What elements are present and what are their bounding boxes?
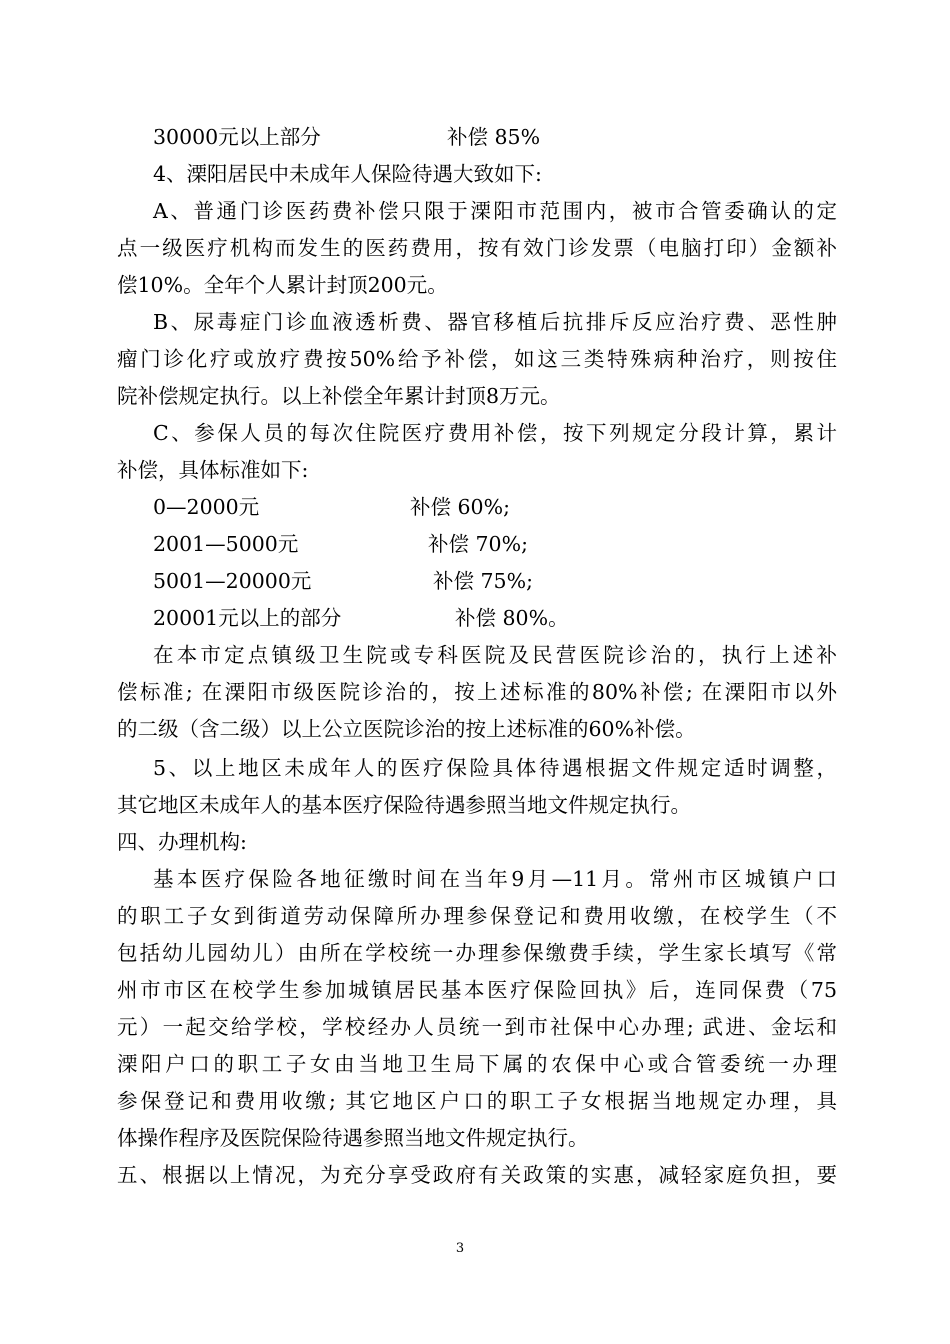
section4-line-7: 参保登记和费用收缴; 其它地区户口的职工子女根据当地规定办理，具 bbox=[117, 1089, 837, 1113]
section4-line-6: 溧阳户口的职工子女由当地卫生局下属的农保中心或合管委统一办理 bbox=[117, 1052, 837, 1076]
itemC-note-line-2: 偿标准; 在溧阳市级医院诊治的，按上述标准的80%补偿; 在溧阳市以外 bbox=[117, 680, 837, 704]
itemC-note-line-3: 的二级（含二级）以上公立医院诊治的按上述标准的60%补偿。 bbox=[117, 717, 696, 741]
tier-rate: 补偿 85% bbox=[447, 125, 541, 149]
tier-label: 30000元以上部分 bbox=[153, 125, 321, 149]
section4-heading: 四、办理机构: bbox=[117, 830, 247, 854]
tier-rate: 补偿 80%。 bbox=[455, 606, 569, 630]
section4-line-3: 包括幼儿园幼儿）由所在学校统一办理参保缴费手续，学生家长填写《常 bbox=[117, 941, 837, 965]
itemB-line-2: 瘤门诊化疗或放疗费按50%给予补偿，如这三类特殊病种治疗，则按住 bbox=[117, 347, 837, 371]
itemA-line-3: 偿10%。全年个人累计封顶200元。 bbox=[117, 273, 448, 297]
section4-line-5: 元）一起交给学校，学校经办人员统一到市社保中心办理; 武进、金坛和 bbox=[117, 1015, 837, 1039]
tier-label: 0—2000元 bbox=[153, 495, 260, 519]
section5-line-1: 五、根据以上情况，为充分享受政府有关政策的实惠，减轻家庭负担，要 bbox=[117, 1163, 837, 1187]
section4-line-1: 基本医疗保险各地征缴时间在当年9月—11月。常州市区城镇户口 bbox=[153, 867, 837, 891]
tier-rate: 补偿 75%; bbox=[433, 569, 533, 593]
itemC-line-1: C、参保人员的每次住院医疗费用补偿，按下列规定分段计算，累计 bbox=[153, 421, 837, 445]
itemB-line-1: B、尿毒症门诊血液透析费、器官移植后抗排斥反应治疗费、恶性肿 bbox=[153, 310, 837, 334]
itemC-line-2: 补偿，具体标准如下: bbox=[117, 458, 309, 482]
page-number: 3 bbox=[455, 1241, 465, 1256]
tier-label: 5001—20000元 bbox=[153, 569, 312, 593]
section4-line-8: 体操作程序及医院保险待遇参照当地文件规定执行。 bbox=[117, 1126, 589, 1150]
itemA-line-1: A、普通门诊医药费补偿只限于溧阳市范围内，被市合管委确认的定 bbox=[153, 199, 837, 223]
tier-rate: 补偿 60%; bbox=[410, 495, 510, 519]
item5-line-2: 其它地区未成年人的基本医疗保险待遇参照当地文件规定执行。 bbox=[117, 793, 691, 817]
tier-label: 20001元以上的部分 bbox=[153, 606, 342, 630]
itemB-line-3: 院补偿规定执行。以上补偿全年累计封顶8万元。 bbox=[117, 384, 561, 408]
itemC-note-line-1: 在本市定点镇级卫生院或专科医院及民营医院诊治的，执行上述补 bbox=[153, 643, 837, 667]
section4-line-2: 的职工子女到街道劳动保障所办理参保登记和费用收缴，在校学生（不 bbox=[117, 904, 837, 928]
item4-heading: 4、溧阳居民中未成年人保险待遇大致如下: bbox=[153, 162, 542, 186]
tier-label: 2001—5000元 bbox=[153, 532, 299, 556]
item5-line-1: 5、以上地区未成年人的医疗保险具体待遇根据文件规定适时调整， bbox=[153, 756, 837, 780]
tier-rate: 补偿 70%; bbox=[428, 532, 528, 556]
section4-line-4: 州市市区在校学生参加城镇居民基本医疗保险回执》后，连同保费（75 bbox=[117, 978, 837, 1002]
itemA-line-2: 点一级医疗机构而发生的医药费用，按有效门诊发票（电脑打印）金额补 bbox=[117, 236, 837, 260]
